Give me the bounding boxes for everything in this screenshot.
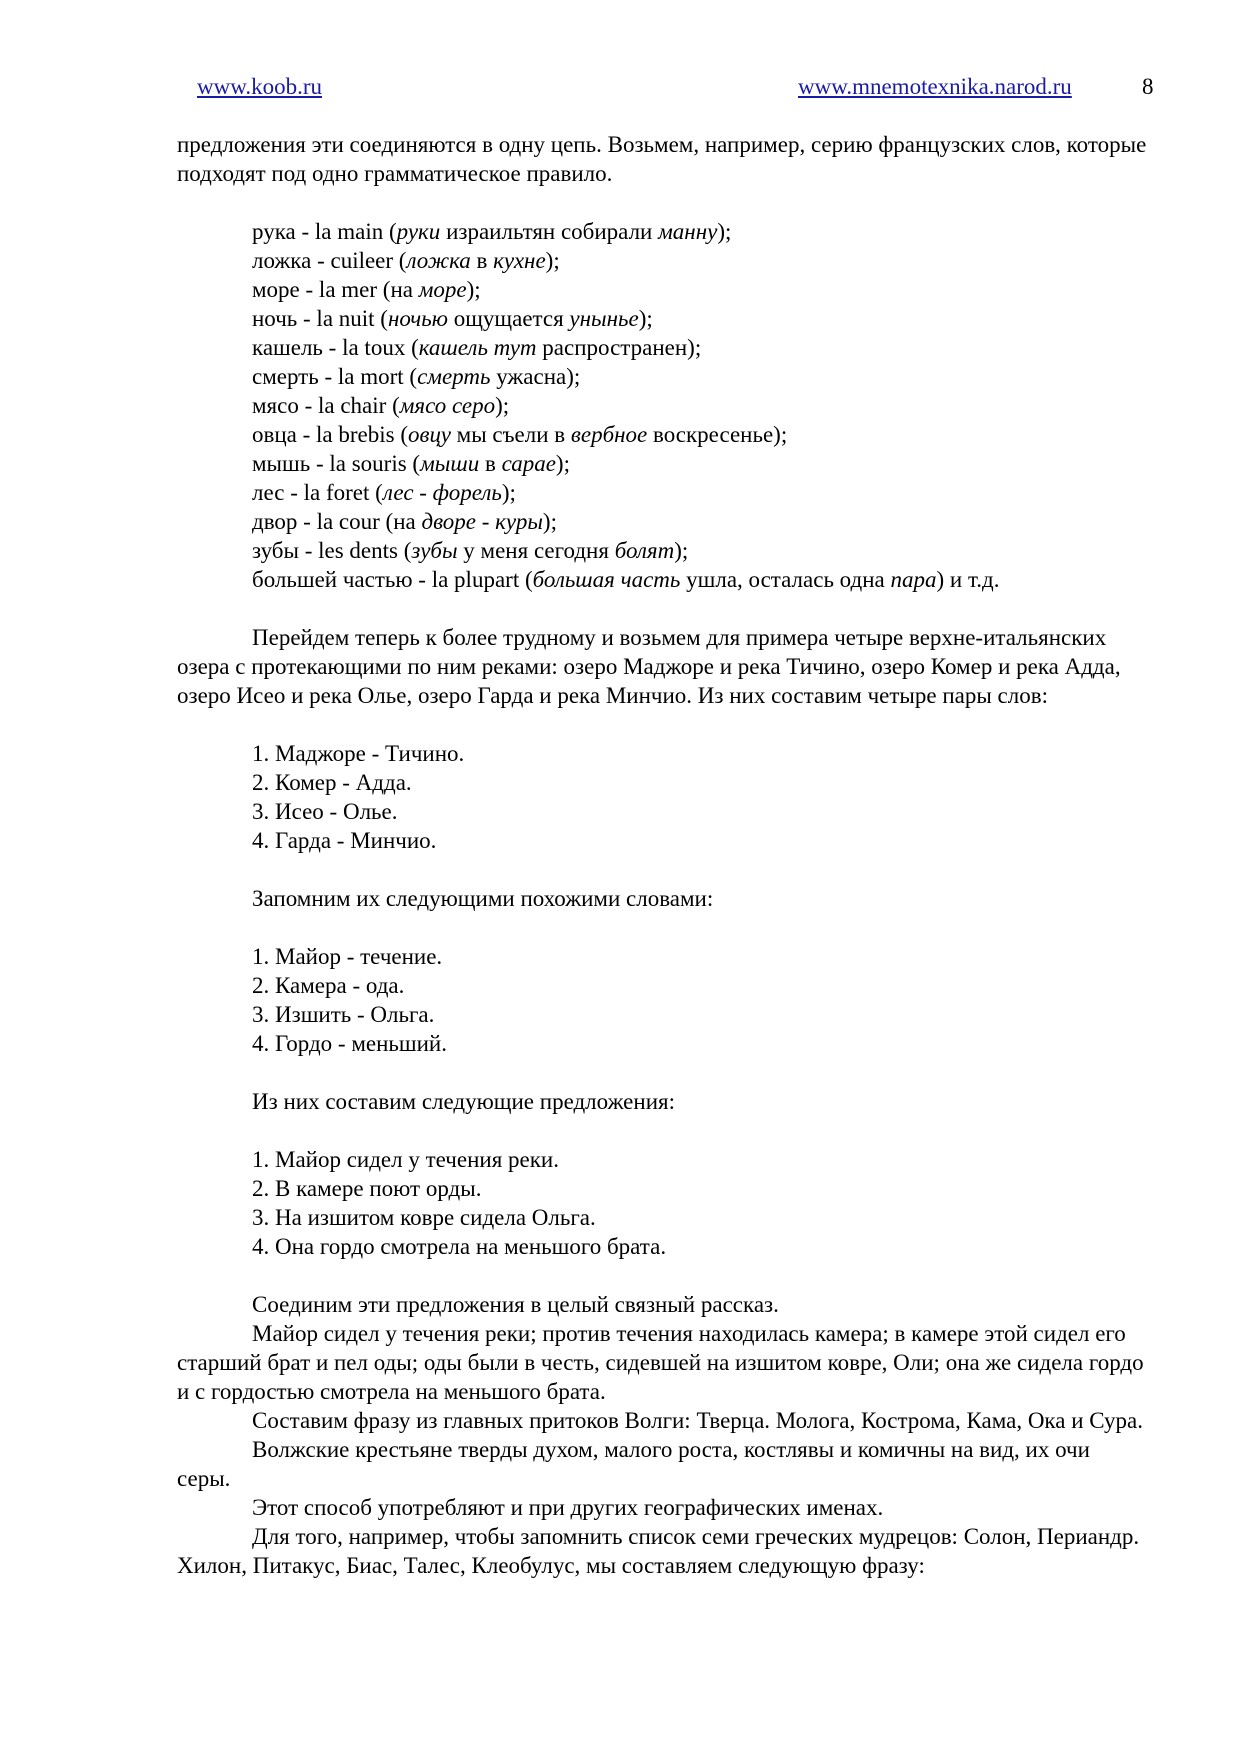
page-number: 8 (1142, 74, 1154, 99)
word-fragment: лес - la foret ( (252, 480, 383, 505)
intro-paragraph: предложения эти соединяются в одну цепь. Возьмем, например, серию французских слов, которые подходят под одно грамматическое правило. (177, 132, 1147, 186)
word-fragment: ); (495, 393, 510, 418)
sentences-list (177, 1145, 1147, 1261)
french-word-item (177, 420, 1147, 449)
french-word-item (177, 275, 1147, 304)
mnemonic-fragment: ложка (406, 248, 471, 273)
word-fragment: большей частью - la plupart ( (252, 567, 533, 592)
mnemonic-fragment: ночью (387, 306, 448, 331)
french-word-item (177, 217, 1147, 246)
french-word-item (177, 391, 1147, 420)
lake-pairs-list (177, 739, 1147, 855)
lakes-paragraph: Перейдем теперь к более трудному и возьмем для примера четыре верхне-итальянских озера с протекающими по ним реками: озеро Маджоре и река Тичино, озеро Комер и река Адда, озеро Исео и река Олье, озеро Гарда и река Минчио. Из них составим четыре пары слов: (177, 625, 1121, 708)
story-paragraph: Майор сидел у течения реки; против течения находилась камера; в камере этой сидел его старший брат и пел оды; оды были в честь, сидевшей на изшитом ковре, Оли; она же сидела гордо и с гордостью смотрела на меньшого брата. (177, 1321, 1144, 1404)
word-fragment: ); (638, 306, 653, 331)
mnemonic-fragment: уныньe (569, 306, 639, 331)
mnemonic-fragment: манну (658, 219, 718, 244)
word-fragment: в (479, 451, 502, 476)
mnemonic-fragment: море (418, 277, 467, 302)
word-fragment: ужасна (490, 364, 567, 389)
french-word-list (177, 217, 1147, 594)
word-fragment: ); (466, 277, 481, 302)
french-word-item (177, 507, 1147, 536)
word-fragment: ); (717, 219, 732, 244)
word-fragment: смерть - la mort ( (252, 364, 418, 389)
similar-word-item: 1. Майор - течение. (252, 944, 443, 969)
mnemonic-fragment: вербное (570, 422, 648, 447)
word-fragment: ощущается (447, 306, 570, 331)
koob-link[interactable]: www.koob.ru (197, 74, 322, 99)
mnemonic-fragment: кухне (493, 248, 546, 273)
word-fragment: ); (674, 538, 689, 563)
mnemonic-fragment: дворе - куры (421, 509, 543, 534)
word-fragment: ушла, осталась одна (680, 567, 891, 592)
mnemonic-fragment: мыши (420, 451, 480, 476)
sentence-item: 4. Она гордо смотрела на меньшого брата. (252, 1234, 667, 1259)
mnemonic-fragment: болят (614, 538, 675, 563)
french-word-item (177, 565, 1147, 594)
word-fragment: зубы - les dents ( (252, 538, 412, 563)
similar-word-item: 2. Камера - ода. (252, 973, 405, 998)
word-fragment: распространен (536, 335, 688, 360)
lake-pair-item: 2. Комер - Адда. (252, 770, 412, 795)
word-fragment: ); (545, 248, 560, 273)
word-fragment: ); (566, 364, 581, 389)
mnemonic-fragment: овцу (408, 422, 451, 447)
similar-words-list (177, 942, 1147, 1058)
page-header (0, 72, 1240, 104)
sages-paragraph: Для того, например, чтобы запомнить список семи греческих мудрецов: Солон, Периандр. Хилон, Питакус, Биас, Талес, Клеобулус, мы составляем следующую фразу: (177, 1524, 1140, 1578)
word-fragment: мы съели в (450, 422, 571, 447)
similar-word-item: 4. Гордо - меньший. (252, 1031, 447, 1056)
mnemonic-fragment: пара (890, 567, 937, 592)
mnemotexnika-link[interactable]: www.mnemotexnika.narod.ru (798, 74, 1072, 99)
mnemonic-fragment: кашель тут (418, 335, 537, 360)
lake-pair-item: 3. Исео - Олье. (252, 799, 398, 824)
word-fragment: у меня сегодня (457, 538, 615, 563)
volga-intro: Составим фразу из главных притоков Волги: Тверца. Молога, Кострома, Кама, Ока и Сура. (252, 1408, 1144, 1433)
word-fragment: ночь - la nuit ( (252, 306, 388, 331)
french-word-item (177, 333, 1147, 362)
sentence-item: 2. В камере поют орды. (252, 1176, 482, 1201)
french-word-item (177, 362, 1147, 391)
word-fragment: мышь - la souris ( (252, 451, 421, 476)
mnemonic-fragment: зубы (411, 538, 458, 563)
word-fragment: овца - la brebis ( (252, 422, 409, 447)
mnemonic-fragment: лес - форель (382, 480, 502, 505)
story-intro: Соединим эти предложения в целый связный рассказ. (252, 1292, 779, 1317)
french-word-item (177, 246, 1147, 275)
word-fragment: мясо - la chair ( (252, 393, 400, 418)
mnemonic-fragment: большая часть (532, 567, 681, 592)
remember-intro: Запомним их следующими похожими словами: (252, 886, 714, 911)
volga-phrase: Волжские крестьяне тверды духом, малого роста, костлявы и комичны на вид, их очи серы. (177, 1437, 1090, 1491)
mnemonic-fragment: смерть (417, 364, 491, 389)
sentence-item: 1. Майор сидел у течения реки. (252, 1147, 559, 1172)
lake-pair-item: 4. Гарда - Минчио. (252, 828, 437, 853)
lake-pair-item: 1. Маджоре - Тичино. (252, 741, 465, 766)
word-fragment: ложка - cuileer ( (252, 248, 407, 273)
word-fragment: ); (542, 509, 557, 534)
mnemonic-fragment: руки (396, 219, 441, 244)
word-fragment: ); (501, 480, 516, 505)
geo-note: Этот способ употребляют и при других географических именах. (252, 1495, 884, 1520)
word-fragment: рука - la main ( (252, 219, 397, 244)
word-fragment: море - la mer (на (252, 277, 419, 302)
word-fragment: ); (687, 335, 702, 360)
french-word-item (177, 304, 1147, 333)
mnemonic-fragment: мясо серо (399, 393, 496, 418)
word-fragment: ) и т.д. (936, 567, 1000, 592)
word-fragment: израильтян собирали (440, 219, 659, 244)
word-fragment: ); (555, 451, 570, 476)
page-body (177, 130, 1147, 1580)
word-fragment: воскресенье); (647, 422, 788, 447)
mnemonic-fragment: сарае (501, 451, 556, 476)
word-fragment: в (470, 248, 494, 273)
french-word-item (177, 536, 1147, 565)
sentence-item: 3. На изшитом ковре сидела Ольга. (252, 1205, 596, 1230)
french-word-item (177, 449, 1147, 478)
word-fragment: двор - la cour (на (252, 509, 422, 534)
sentences-intro: Из них составим следующие предложения: (252, 1089, 675, 1114)
french-word-item (177, 478, 1147, 507)
word-fragment: кашель - la toux ( (252, 335, 419, 360)
similar-word-item: 3. Изшить - Ольга. (252, 1002, 435, 1027)
